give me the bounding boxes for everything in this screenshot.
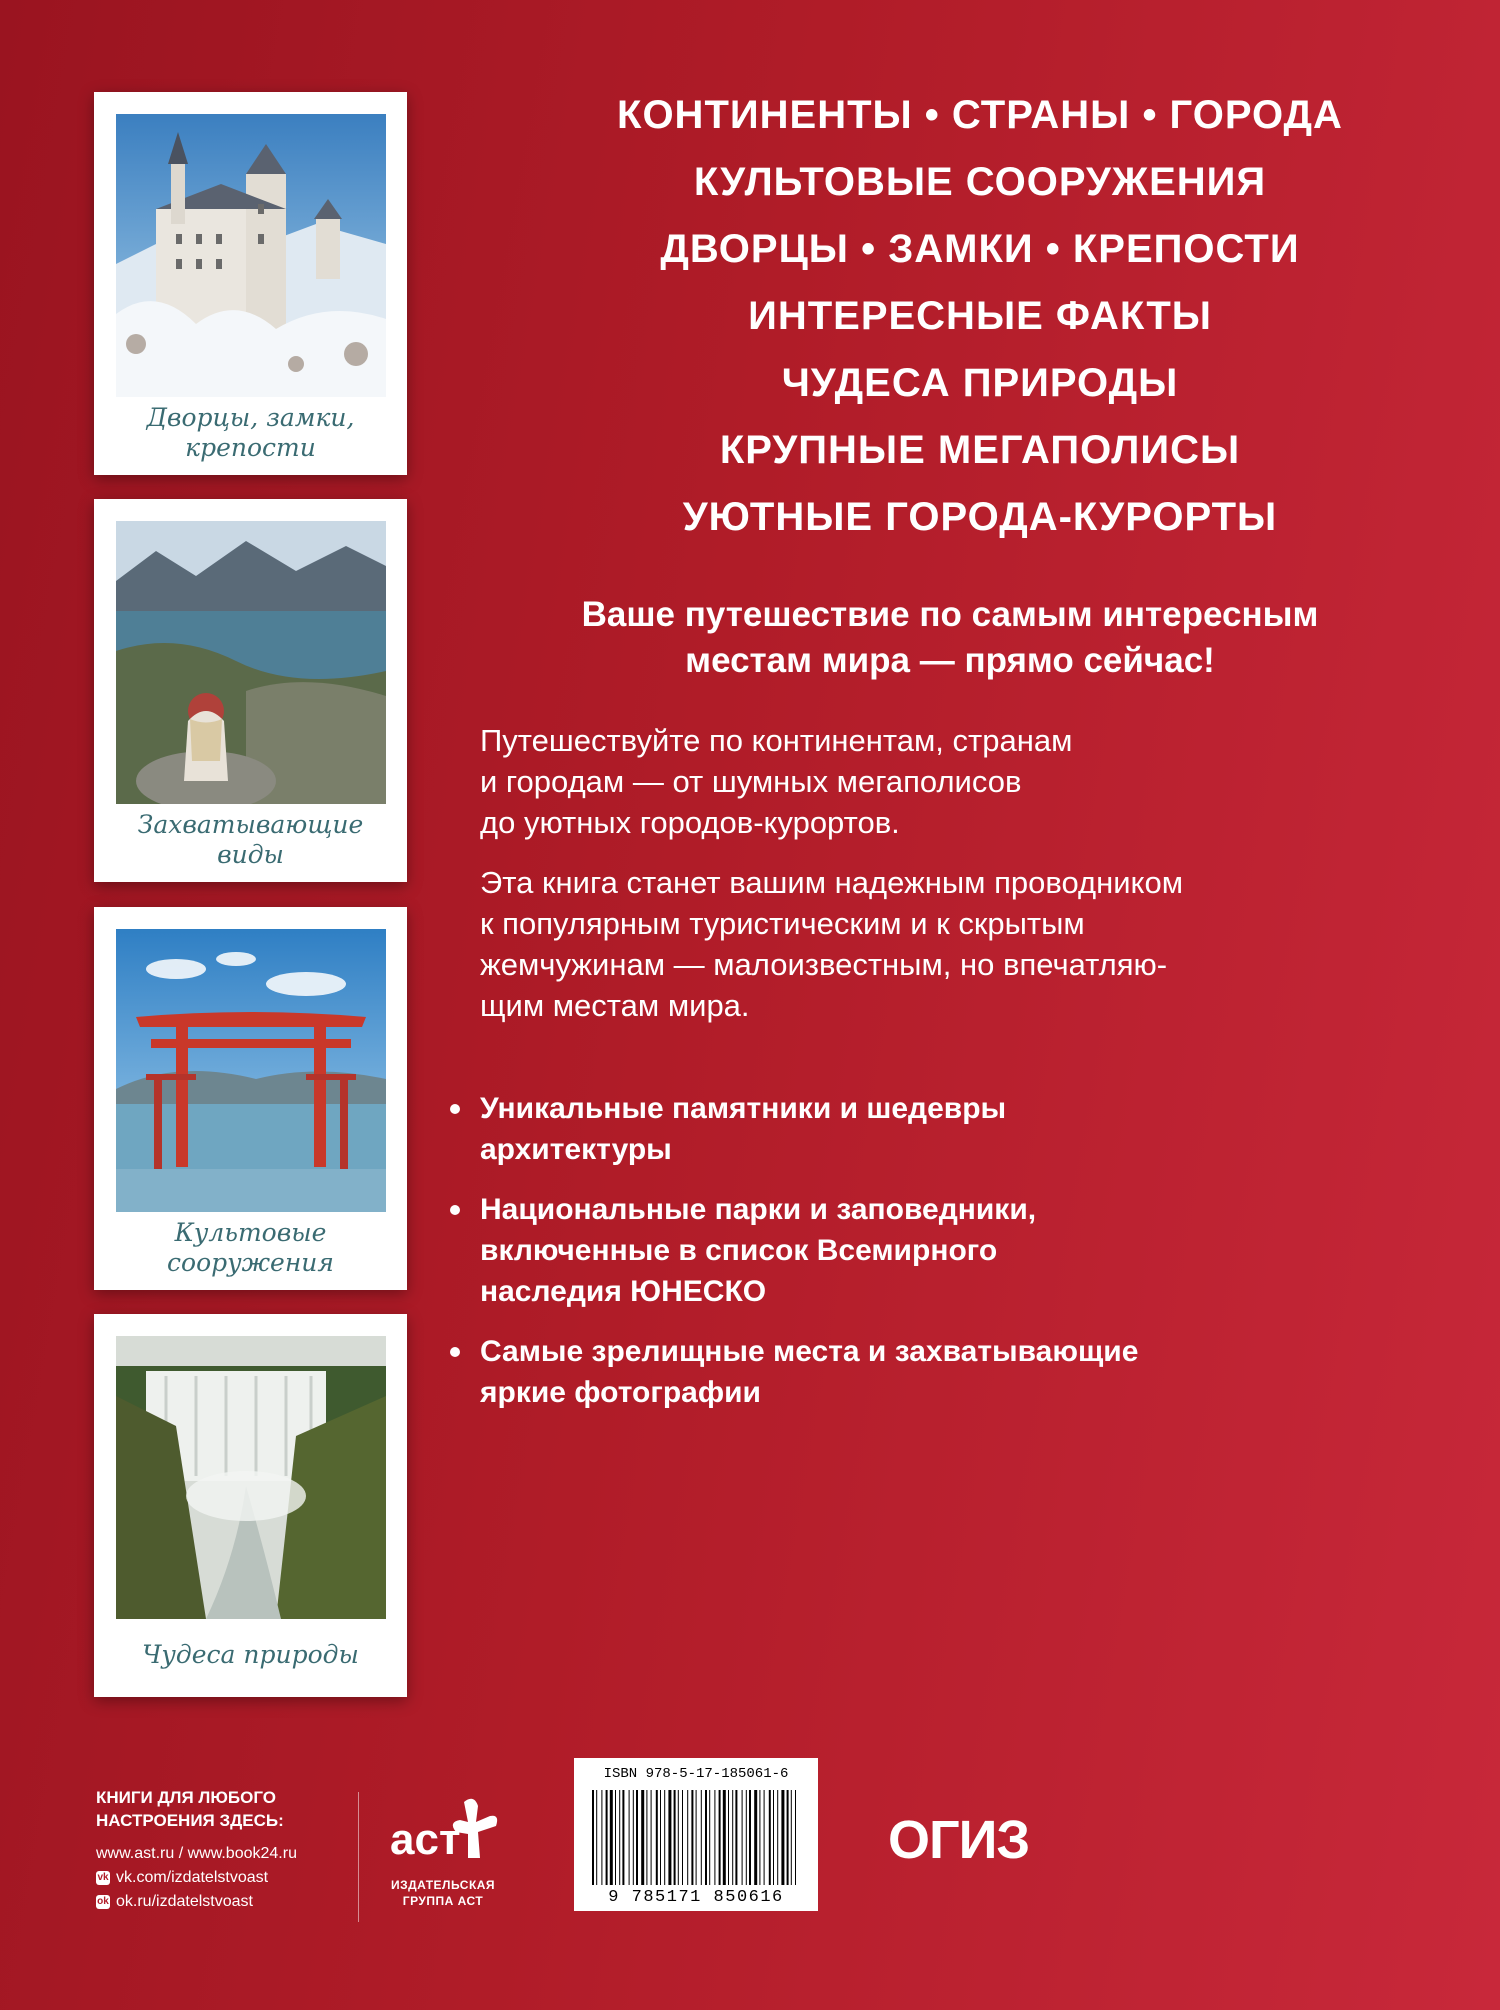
vk-link[interactable]: vk vk.com/izdatelstvoast xyxy=(97,1869,269,1886)
card-castle xyxy=(94,92,407,475)
feature-list xyxy=(450,1088,1350,1432)
category-heading: КОНТИНЕНТЫ • СТРАНЫ • ГОРОДА xyxy=(617,93,1343,137)
card-views xyxy=(94,499,407,882)
category-heading: ЧУДЕСА ПРИРОДЫ xyxy=(781,361,1179,405)
svg-text:аст: аст xyxy=(390,1815,461,1864)
card-caption: Культовые сооружения xyxy=(167,1218,334,1277)
ok-icon: ok xyxy=(97,1896,109,1907)
bullet-icon xyxy=(450,1347,460,1357)
card-caption: Захватывающие виды xyxy=(137,810,364,869)
category-heading: ДВОРЦЫ • ЗАМКИ • КРЕПОСТИ xyxy=(660,227,1300,271)
castle-photo xyxy=(116,114,386,397)
category-heading: КУЛЬТОВЫЕ СООРУЖЕНИЯ xyxy=(693,160,1267,204)
ogiz-logo: ОГИЗ xyxy=(888,1810,1030,1870)
ast-subtitle: ИЗДАТЕЛЬСКАЯ ГРУППА АСТ xyxy=(390,1878,496,1908)
waterfall-photo xyxy=(116,1336,386,1619)
footer-divider xyxy=(358,1792,359,1922)
card-caption: Чудеса природы xyxy=(142,1640,359,1669)
vk-icon: vk xyxy=(97,1872,109,1883)
category-list xyxy=(520,82,1440,551)
card-caption: Дворцы, замки, крепости xyxy=(146,403,355,462)
footer-promo xyxy=(96,1786,346,1914)
ast-logo xyxy=(378,1792,508,1922)
barcode-number: 9 785171 850616 xyxy=(608,1888,784,1907)
bullet-icon xyxy=(450,1205,460,1215)
isbn-text: ISBN 978-5-17-185061-6 xyxy=(603,1766,789,1782)
category-heading: ИНТЕРЕСНЫЕ ФАКТЫ xyxy=(748,294,1212,338)
sites-link[interactable]: www.ast.ru / www.book24.ru xyxy=(96,1845,297,1862)
promo-heading: КНИГИ ДЛЯ ЛЮБОГО НАСТРОЕНИЯ ЗДЕСЬ: xyxy=(96,1788,284,1830)
barcode-bars xyxy=(590,1790,802,1885)
description-paragraph: Эта книга станет вашим надежным проводником к популярным туристическим и к скрытым жемчужинам — малоизвестным, но впечатляю- щим местам мира. xyxy=(480,865,1184,1023)
feature-item: Самые зрелищные места и захватывающие яркие фотографии xyxy=(450,1331,1350,1413)
category-heading: КРУПНЫЕ МЕГАПОЛИСЫ xyxy=(719,428,1241,472)
barcode xyxy=(574,1758,818,1911)
torii-gate-photo xyxy=(116,929,386,1212)
tagline: Ваше путешествие по самым интересным местам мира — прямо сейчас! xyxy=(581,595,1319,680)
bullet-icon xyxy=(450,1104,460,1114)
card-nature xyxy=(94,1314,407,1697)
fjord-view-photo xyxy=(116,521,386,804)
intro-paragraph: Путешествуйте по континентам, странам и городам — от шумных мегаполисов до уютных городов-курортов. xyxy=(480,723,1073,840)
ok-link[interactable]: ok ok.ru/izdatelstvoast xyxy=(97,1893,253,1910)
card-cult xyxy=(94,907,407,1290)
category-heading: УЮТНЫЕ ГОРОДА-КУРОРТЫ xyxy=(682,495,1278,539)
ast-logo-mark xyxy=(378,1792,508,1872)
feature-item: Национальные парки и заповедники, включенные в список Всемирного наследия ЮНЕСКО xyxy=(450,1189,1350,1312)
feature-item: Уникальные памятники и шедевры архитектуры xyxy=(450,1088,1350,1170)
